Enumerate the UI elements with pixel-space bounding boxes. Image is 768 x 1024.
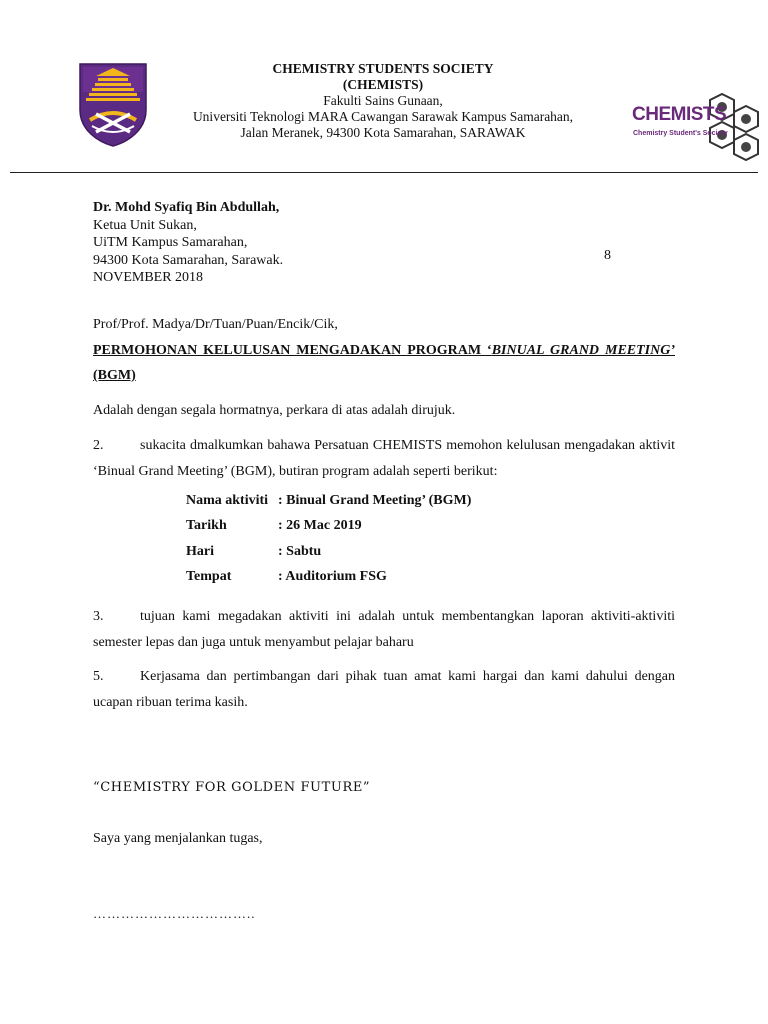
recipient-campus: UiTM Kampus Samarahan, [93,235,248,250]
paragraph-2-text: sukacita dmalkumkan bahawa Persatuan CHEMISTS memohon kelulusan mengadakan aktivit ‘Binual Grand Meeting’ (BGM), butiran program adalah seperti berikut: [93,438,675,479]
chemists-logo [624,88,764,164]
paragraph-5-text: Kerjasama dan pertimbangan dari pihak tuan amat kami hargai dan kami dahului dengan ucapan ribuan terima kasih. [93,669,675,710]
signature-line: …………………………….. [93,906,256,921]
subject-part2: BINUAL GRAND MEETING’ [491,343,675,358]
uitm-logo [78,62,148,148]
intro-paragraph: Adalah dengan segala hormatnya, perkara di atas adalah dirujuk. [93,403,456,418]
recipient-address [93,199,653,287]
subject-line [93,338,675,388]
closing-line: Saya yang menjalankan tugas, [93,831,263,846]
detail-row [186,544,471,569]
detail-value: : Sabtu [278,543,322,559]
paragraph-3-number: 3. [93,609,104,624]
letterhead [150,61,616,141]
recipient-title: Ketua Unit Sukan, [93,217,197,233]
org-abbrev: (CHEMISTS) [342,77,424,92]
subject-part3: (BGM) [93,368,136,383]
detail-key: Tempat [186,568,232,584]
recipient-name: Dr. Mohd Syafiq Bin Abdullah, [93,200,280,215]
detail-row [186,518,471,543]
program-details [186,493,471,594]
letter-date-month: NOVEMBER 2018 [93,270,204,285]
detail-key: Nama aktiviti [186,493,269,508]
paragraph-5 [93,664,675,716]
detail-value: : Auditorium FSG [278,568,387,584]
university: Universiti Teknologi MARA Cawangan Sarawak Kampus Samarahan, [192,109,574,124]
motto: “CHEMISTRY FOR GOLDEN FUTURE” [93,780,371,795]
header-divider [10,172,758,173]
salutation: Prof/Prof. Madya/Dr/Tuan/Puan/Encik/Cik, [93,317,338,332]
paragraph-2 [93,433,675,485]
org-address: Jalan Meranek, 94300 Kota Samarahan, SARAWAK [240,125,526,140]
detail-key: Hari [186,543,214,559]
org-name: CHEMISTRY STUDENTS SOCIETY [272,61,494,76]
paragraph-5-number: 5. [93,669,104,684]
chemists-logo-title: CHEMISTS [632,104,727,125]
detail-key: Tarikh [186,518,227,534]
detail-row [186,493,471,518]
recipient-city: 94300 Kota Samarahan, Sarawak. [93,252,284,268]
detail-value: : Binual Grand Meeting’ (BGM) [278,493,472,508]
detail-row [186,569,471,594]
faculty: Fakulti Sains Gunaan, [323,93,443,108]
letter-date-day: 8 [604,248,611,263]
paragraph-3 [93,604,675,656]
paragraph-3-text: tujuan kami megadakan aktiviti ini adalah untuk membentangkan laporan aktiviti-aktiviti semester lepas dan juga untuk menyambut pelajar baharu [93,609,675,650]
chemists-logo-subtitle: Chemistry Student's Society [633,130,728,137]
paragraph-2-number: 2. [93,438,104,453]
subject-part1: PERMOHONAN KELULUSAN MENGADAKAN PROGRAM ‘ [93,343,492,358]
detail-value: : 26 Mac 2019 [278,518,362,534]
